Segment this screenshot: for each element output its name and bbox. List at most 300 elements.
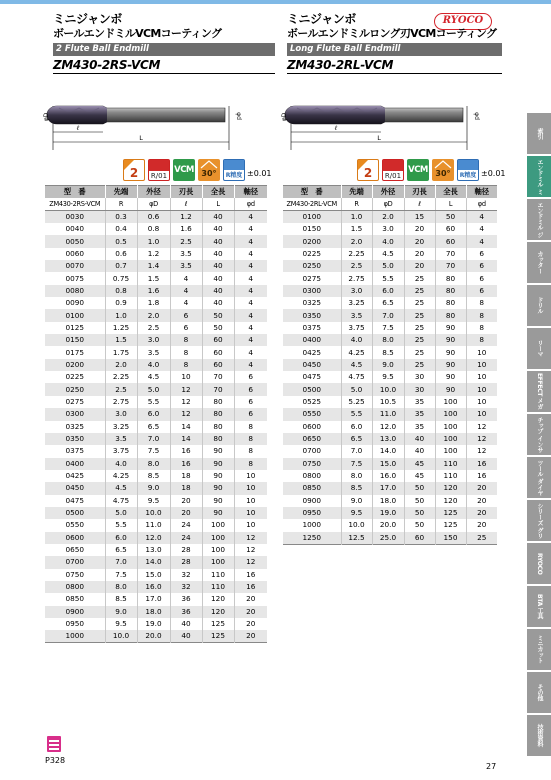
left-dim-tip-dia: φD <box>43 112 50 122</box>
table-cell: 20 <box>234 606 267 618</box>
side-tab-0[interactable]: 索引 <box>527 113 551 155</box>
table-cell: 10.0 <box>105 630 137 643</box>
table-cell: 4 <box>234 334 267 346</box>
table-cell: 8.5 <box>372 346 404 358</box>
table-cell: 16 <box>170 445 202 457</box>
table-cell: 1.0 <box>341 211 372 224</box>
table-cell: 9.5 <box>372 371 404 383</box>
table-row <box>45 569 267 581</box>
table-cell: 4 <box>466 211 497 224</box>
table-row <box>45 618 267 630</box>
table-cell: 10 <box>466 396 497 408</box>
table-cell: 36 <box>170 606 202 618</box>
table-cell: 45 <box>404 458 435 470</box>
table-cell: 60 <box>202 334 234 346</box>
table-cell: 10 <box>466 359 497 371</box>
table-row <box>283 507 497 519</box>
table-cell: 100 <box>435 421 466 433</box>
table-cell: 4 <box>234 260 267 272</box>
table-cell: 16 <box>170 458 202 470</box>
table-cell: 8 <box>234 421 267 433</box>
right-header-cell: 外径 <box>372 186 404 199</box>
table-cell: 8 <box>466 309 497 321</box>
table-cell: 90 <box>435 371 466 383</box>
table-cell: 6.5 <box>137 421 170 433</box>
table-row <box>45 630 267 643</box>
table-cell: 17.0 <box>137 593 170 605</box>
table-cell: 0350 <box>283 309 341 321</box>
table-cell: 80 <box>202 408 234 420</box>
table-cell: 10 <box>170 371 202 383</box>
table-row <box>45 359 267 371</box>
helix-angle-icon: 30° <box>432 159 454 181</box>
table-cell: 3.0 <box>105 408 137 420</box>
table-cell: 0600 <box>302 421 322 431</box>
table-cell: 8 <box>466 297 497 309</box>
table-cell: 2.5 <box>137 322 170 334</box>
table-cell: 90 <box>202 445 234 457</box>
table-cell: 3.0 <box>372 223 404 235</box>
table-row <box>283 346 497 358</box>
table-cell: 120 <box>435 482 466 494</box>
table-cell: 0700 <box>302 446 322 456</box>
table-cell: 3.5 <box>105 433 137 445</box>
table-cell: 0225 <box>302 248 322 258</box>
table-cell: 4.0 <box>137 359 170 371</box>
table-cell: 18 <box>170 470 202 482</box>
table-cell: 9.0 <box>137 482 170 494</box>
table-cell: 6 <box>234 383 267 395</box>
table-cell: 19.0 <box>137 618 170 630</box>
table-cell: 7.0 <box>137 433 170 445</box>
table-cell: 20.0 <box>372 519 404 531</box>
table-cell: 0325 <box>65 421 85 431</box>
table-row <box>283 396 497 408</box>
table-row <box>45 309 267 321</box>
table-cell: 10 <box>466 408 497 420</box>
table-cell: 4 <box>234 297 267 309</box>
table-cell: 10.0 <box>341 519 372 531</box>
table-cell: 8 <box>170 334 202 346</box>
table-cell: 80 <box>435 297 466 309</box>
coating-icon: VCM <box>173 159 195 181</box>
table-cell: 100 <box>435 396 466 408</box>
table-cell: 12.5 <box>341 532 372 545</box>
table-cell: 110 <box>202 569 234 581</box>
table-cell: 5.25 <box>341 396 372 408</box>
table-cell: 1.5 <box>105 334 137 346</box>
table-cell: 1.75 <box>105 346 137 358</box>
table-row <box>283 495 497 507</box>
table-cell: 15.0 <box>137 569 170 581</box>
radius-tolerance-icon: R/01 <box>148 159 170 181</box>
table-cell: 100 <box>435 445 466 457</box>
table-cell: 25 <box>404 322 435 334</box>
table-cell: 8.0 <box>341 470 372 482</box>
table-cell: 60 <box>435 223 466 235</box>
table-cell: 10 <box>234 519 267 531</box>
table-cell: 10 <box>234 507 267 519</box>
table-cell: 1.4 <box>137 260 170 272</box>
left-table-header-row <box>45 186 267 199</box>
table-cell: 80 <box>202 433 234 445</box>
table-cell: 60 <box>404 532 435 545</box>
table-row <box>45 421 267 433</box>
table-cell: 25 <box>404 285 435 297</box>
table-cell: 12 <box>170 383 202 395</box>
table-cell: 0300 <box>45 408 105 420</box>
table-cell: 4 <box>234 322 267 334</box>
table-cell: 0800 <box>302 471 322 481</box>
table-cell: 25 <box>404 272 435 284</box>
table-cell: 0750 <box>283 458 341 470</box>
side-tab-3[interactable]: カッター <box>527 242 551 284</box>
table-row <box>283 359 497 371</box>
table-cell: 2.25 <box>341 248 372 260</box>
right-dim-shank-dia: φd <box>473 112 480 120</box>
table-cell: 16 <box>234 581 267 593</box>
right-product-header <box>287 12 502 74</box>
table-cell: 0.7 <box>105 260 137 272</box>
table-cell: 8 <box>234 433 267 445</box>
side-tab-11[interactable]: BTA 工具 <box>527 586 551 628</box>
table-cell: 6.0 <box>137 408 170 420</box>
right-symbol-cell: L <box>435 198 466 211</box>
table-row <box>283 260 497 272</box>
table-cell: 20 <box>466 519 497 531</box>
table-cell: 100 <box>202 544 234 556</box>
side-tab-5[interactable]: リーマ <box>527 328 551 370</box>
table-cell: 25.0 <box>372 532 404 545</box>
table-cell: 20.0 <box>137 630 170 643</box>
table-cell: 40 <box>202 223 234 235</box>
table-cell: 0425 <box>65 471 85 481</box>
right-dim-tip-dia: φD <box>281 112 288 122</box>
table-cell: 4 <box>234 248 267 260</box>
left-symbol-cell: ℓ <box>170 198 202 211</box>
table-cell: 80 <box>435 272 466 284</box>
side-tab-4[interactable]: ドリル <box>527 285 551 327</box>
side-tab-10[interactable]: RYOCO KOMET <box>527 543 551 585</box>
right-spec-table <box>283 185 497 545</box>
table-row <box>45 593 267 605</box>
left-model-underline <box>53 73 275 74</box>
table-row <box>45 433 267 445</box>
r-precision-icon: R精度 <box>223 159 245 181</box>
side-tab-6[interactable]: EFFECT メガネ <box>527 371 551 413</box>
table-cell: 0250 <box>45 383 105 395</box>
table-cell: 0275 <box>65 396 85 406</box>
table-row <box>283 482 497 494</box>
table-cell: 110 <box>435 470 466 482</box>
table-row <box>45 482 267 494</box>
table-cell: 50 <box>404 495 435 507</box>
table-cell: 0325 <box>302 298 322 308</box>
table-row <box>283 445 497 457</box>
table-row <box>45 445 267 457</box>
table-row <box>45 371 267 383</box>
table-cell: 28 <box>170 556 202 568</box>
table-cell: 90 <box>435 334 466 346</box>
table-cell: 4 <box>466 235 497 247</box>
table-cell: 80 <box>202 421 234 433</box>
table-cell: 8 <box>234 458 267 470</box>
table-cell: 0550 <box>283 408 341 420</box>
table-cell: 40 <box>170 630 202 643</box>
table-cell: 1.5 <box>137 272 170 284</box>
table-cell: 16 <box>234 569 267 581</box>
table-cell: 4.75 <box>105 495 137 507</box>
table-cell: 45 <box>404 470 435 482</box>
left-symbol-row <box>45 198 267 211</box>
table-cell: 8 <box>466 334 497 346</box>
table-cell: 4 <box>234 272 267 284</box>
right-title-line2: ボールエンドミルロング刃VCMコーティング <box>287 27 497 40</box>
right-symbol-cell: R <box>341 198 372 211</box>
right-header-cell: 刃長 <box>404 186 435 199</box>
table-row <box>45 285 267 297</box>
table-cell: 40 <box>202 248 234 260</box>
table-cell: 0125 <box>65 322 85 332</box>
table-cell: 70 <box>435 248 466 260</box>
table-cell: 0900 <box>45 606 105 618</box>
table-cell: 20 <box>234 630 267 643</box>
table-cell: 3.75 <box>105 445 137 457</box>
table-cell: 70 <box>435 260 466 272</box>
table-cell: 6 <box>466 285 497 297</box>
table-cell: 0475 <box>65 495 85 505</box>
table-cell: 14 <box>170 421 202 433</box>
table-cell: 0.8 <box>137 223 170 235</box>
table-cell: 8.0 <box>372 334 404 346</box>
table-cell: 6 <box>170 309 202 321</box>
table-cell: 50 <box>404 519 435 531</box>
brand-logo: RYOCO <box>434 13 492 30</box>
left-dim-shank-dia: φd <box>235 112 242 120</box>
table-cell: 17.0 <box>372 482 404 494</box>
table-cell: 32 <box>170 569 202 581</box>
table-cell: 0425 <box>302 347 322 357</box>
table-cell: 0550 <box>65 520 85 530</box>
left-symbol-cell: L <box>202 198 234 211</box>
table-cell: 18 <box>170 482 202 494</box>
table-cell: 1.25 <box>105 322 137 334</box>
table-cell: 110 <box>435 458 466 470</box>
table-cell: 2.5 <box>170 235 202 247</box>
table-cell: 0.4 <box>105 223 137 235</box>
table-cell: 3.5 <box>341 309 372 321</box>
table-row <box>283 383 497 395</box>
table-cell: 16.0 <box>372 470 404 482</box>
table-cell: 0090 <box>65 298 85 308</box>
page-number: 27 <box>486 762 497 771</box>
table-cell: 20 <box>404 223 435 235</box>
table-cell: 0200 <box>283 235 341 247</box>
table-cell: 0375 <box>65 446 85 456</box>
side-tab-13[interactable]: その他 <box>527 672 551 714</box>
table-cell: 10 <box>234 470 267 482</box>
table-cell: 40 <box>404 433 435 445</box>
table-cell: 20 <box>170 495 202 507</box>
table-cell: 24 <box>170 532 202 544</box>
table-cell: 0350 <box>45 433 105 445</box>
side-tab-2[interactable]: エンドミル ジャンボ <box>527 199 551 241</box>
table-cell: 16.0 <box>137 581 170 593</box>
table-cell: 0525 <box>302 396 322 406</box>
table-cell: 0275 <box>302 273 322 283</box>
table-cell: 70 <box>202 371 234 383</box>
table-cell: 0450 <box>283 359 341 371</box>
table-cell: 5.5 <box>341 408 372 420</box>
left-header-cell: 型 番 <box>45 186 105 199</box>
table-cell: 0150 <box>45 334 105 346</box>
table-cell: 6 <box>170 322 202 334</box>
table-cell: 4.5 <box>372 248 404 260</box>
table-cell: 120 <box>202 593 234 605</box>
left-dim-flute-length: ℓ <box>76 124 80 132</box>
table-cell: 0070 <box>45 260 105 272</box>
side-tab-7[interactable]: チップ インサート <box>527 414 551 456</box>
table-cell: 0060 <box>65 248 85 258</box>
table-cell: 20 <box>404 235 435 247</box>
table-row <box>283 272 497 284</box>
table-cell: 100 <box>202 532 234 544</box>
table-cell: 20 <box>466 495 497 507</box>
table-row <box>45 532 267 544</box>
table-cell: 0.6 <box>105 248 137 260</box>
table-cell: 125 <box>435 519 466 531</box>
table-cell: 0040 <box>65 224 85 234</box>
table-cell: 125 <box>202 630 234 643</box>
table-cell: 0175 <box>65 347 85 357</box>
table-cell: 110 <box>202 581 234 593</box>
side-tab-8[interactable]: ツール ダイヤモンド <box>527 457 551 499</box>
table-cell: 0450 <box>45 482 105 494</box>
table-cell: 3.0 <box>341 285 372 297</box>
right-symbol-cell: φd <box>466 198 497 211</box>
table-cell: 4 <box>234 285 267 297</box>
table-row <box>283 458 497 470</box>
left-spec-table <box>45 185 267 643</box>
table-cell: 12 <box>170 396 202 408</box>
table-cell: 0075 <box>65 273 85 283</box>
table-row <box>283 433 497 445</box>
tolerance-value: ±0.01 <box>481 169 506 178</box>
table-cell: 0750 <box>65 569 85 579</box>
left-symbol-cell: φd <box>234 198 267 211</box>
table-row <box>283 519 497 531</box>
table-cell: 90 <box>202 458 234 470</box>
table-row <box>283 309 497 321</box>
table-cell: 1250 <box>283 532 341 545</box>
table-cell: 90 <box>202 507 234 519</box>
right-title-line1: ミニジャンボ <box>287 12 356 26</box>
table-cell: 9.0 <box>372 359 404 371</box>
table-cell: 5.0 <box>105 507 137 519</box>
table-row <box>45 458 267 470</box>
table-cell: 2.75 <box>341 272 372 284</box>
table-cell: 10.0 <box>137 507 170 519</box>
table-row <box>45 556 267 568</box>
table-cell: 8.0 <box>137 458 170 470</box>
table-cell: 15 <box>404 211 435 224</box>
side-tab-1[interactable]: エンドミル ミニジャンボ <box>527 156 551 198</box>
table-cell: 8.0 <box>105 581 137 593</box>
table-cell: 12.0 <box>137 532 170 544</box>
right-model-number: ZM430-2RL-VCM <box>287 58 394 72</box>
table-cell: 12 <box>234 544 267 556</box>
table-row <box>45 408 267 420</box>
table-cell: 90 <box>202 495 234 507</box>
table-row <box>283 408 497 420</box>
table-cell: 70 <box>202 383 234 395</box>
table-row <box>283 248 497 260</box>
table-cell: 7.5 <box>372 322 404 334</box>
table-cell: 7.0 <box>105 556 137 568</box>
table-cell: 28 <box>170 544 202 556</box>
table-cell: 3.5 <box>170 260 202 272</box>
table-cell: 2.5 <box>341 260 372 272</box>
side-tab-9[interactable]: シリーズ グリップ <box>527 500 551 542</box>
table-cell: 4 <box>170 272 202 284</box>
table-cell: 90 <box>202 482 234 494</box>
right-header-cell: 全長 <box>435 186 466 199</box>
table-cell: 10 <box>466 383 497 395</box>
table-cell: 80 <box>435 309 466 321</box>
side-tab-14[interactable]: 技術資料 <box>527 715 551 757</box>
table-row <box>45 235 267 247</box>
right-header-cell: 軸径 <box>466 186 497 199</box>
side-tab-12[interactable]: ミニカット <box>527 629 551 671</box>
tolerance-value: ±0.01 <box>247 169 272 178</box>
table-row <box>283 334 497 346</box>
table-cell: 19.0 <box>372 507 404 519</box>
table-cell: 40 <box>202 211 234 224</box>
table-row <box>283 322 497 334</box>
table-cell: 11.0 <box>137 519 170 531</box>
table-cell: 4.25 <box>341 346 372 358</box>
table-cell: 2.0 <box>137 309 170 321</box>
table-cell: 0500 <box>283 383 341 395</box>
top-accent-rule <box>0 0 551 4</box>
left-symbol-cell: R <box>105 198 137 211</box>
table-cell: 5.5 <box>105 519 137 531</box>
table-row <box>45 211 267 224</box>
table-cell: 10 <box>466 346 497 358</box>
table-cell: 0600 <box>45 532 105 544</box>
table-cell: 1.2 <box>170 211 202 224</box>
table-cell: 25 <box>404 359 435 371</box>
table-cell: 7.5 <box>137 445 170 457</box>
right-tool-drawing <box>283 100 505 154</box>
table-cell: 12 <box>170 408 202 420</box>
table-cell: 1.0 <box>137 235 170 247</box>
table-cell: 11.0 <box>372 408 404 420</box>
table-cell: 0.6 <box>137 211 170 224</box>
table-cell: 50 <box>435 211 466 224</box>
left-header-cell: 外径 <box>137 186 170 199</box>
table-cell: 0400 <box>283 334 341 346</box>
table-cell: 25 <box>404 346 435 358</box>
table-cell: 9.0 <box>105 606 137 618</box>
table-cell: 14 <box>170 433 202 445</box>
table-cell: 40 <box>202 285 234 297</box>
flute-count-icon: 2 <box>357 159 379 181</box>
table-cell: 40 <box>202 272 234 284</box>
flute-count-icon: 2 <box>123 159 145 181</box>
right-dim-total-length: L <box>377 134 381 142</box>
table-row <box>283 470 497 482</box>
